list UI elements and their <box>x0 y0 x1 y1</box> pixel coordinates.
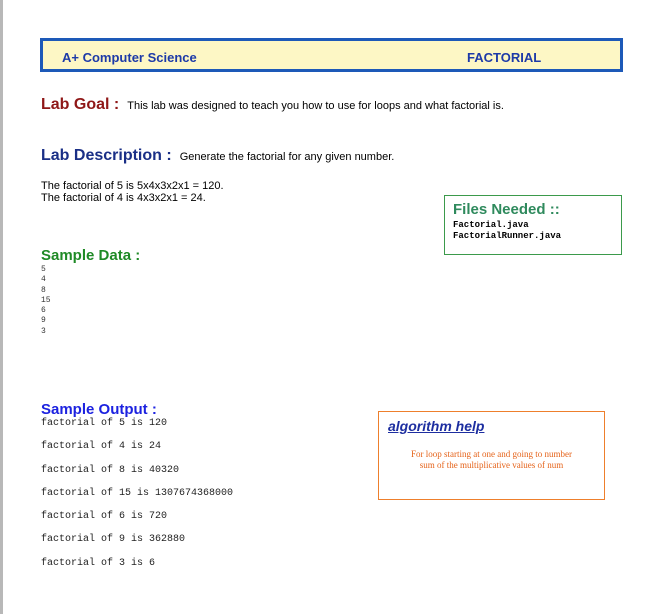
algorithm-help-line: For loop starting at one and going to number <box>411 449 572 459</box>
sample-output-line: factorial of 6 is 720 <box>41 511 168 523</box>
sample-data-value: 5 <box>41 265 46 274</box>
sample-output-line: factorial of 9 is 362880 <box>41 534 186 546</box>
sample-data-value: 15 <box>41 295 51 305</box>
files-needed-box <box>444 195 622 255</box>
sample-data-value: 8 <box>41 285 46 295</box>
lab-goal-text: This lab was designed to teach you how to use for loops and what factorial is. <box>127 100 504 112</box>
factorial-examples <box>41 180 224 204</box>
sample-data-list <box>41 265 51 337</box>
files-list <box>453 220 561 242</box>
page-left-edge <box>0 0 3 614</box>
lab-description-text: Generate the factorial for any given number. <box>179 151 395 163</box>
lab-goal-section <box>41 96 504 114</box>
lab-description-label: Lab Description : <box>41 147 172 164</box>
file-name: FactorialRunner.java <box>453 231 562 241</box>
sample-output-line: factorial of 8 is 40320 <box>41 464 180 476</box>
lab-title: FACTORIAL <box>467 50 542 65</box>
sample-data-title: Sample Data : <box>41 247 141 264</box>
algorithm-help-title: algorithm help <box>388 418 485 434</box>
sample-data-value: 6 <box>41 306 46 316</box>
sample-output-line: factorial of 15 is 1307674368000 <box>41 487 234 499</box>
files-needed-title: Files Needed :: <box>453 201 560 218</box>
sample-data-value: 4 <box>41 275 46 285</box>
title-banner <box>40 38 623 72</box>
lab-description-section <box>41 147 394 165</box>
algorithm-help-text <box>379 449 604 471</box>
sample-output-line: factorial of 5 is 120 <box>41 418 168 429</box>
factorial-example-line: The factorial of 4 is 4x3x2x1 = 24. <box>41 192 206 204</box>
file-name: Factorial.java <box>453 220 529 230</box>
sample-output-title: Sample Output : <box>41 401 157 418</box>
sample-data-value: 9 <box>41 316 46 326</box>
sample-data-value: 3 <box>41 326 46 336</box>
lab-goal-label: Lab Goal : <box>41 96 120 113</box>
factorial-example-line: The factorial of 5 is 5x4x3x2x1 = 120. <box>41 180 224 192</box>
algorithm-help-line: sum of the multiplicative values of num <box>419 460 564 470</box>
course-title: A+ Computer Science <box>62 50 197 65</box>
sample-output-line: factorial of 3 is 6 <box>41 557 156 569</box>
sample-output-list <box>41 418 233 581</box>
sample-output-line: factorial of 4 is 24 <box>41 441 162 453</box>
algorithm-help-box <box>378 411 605 500</box>
